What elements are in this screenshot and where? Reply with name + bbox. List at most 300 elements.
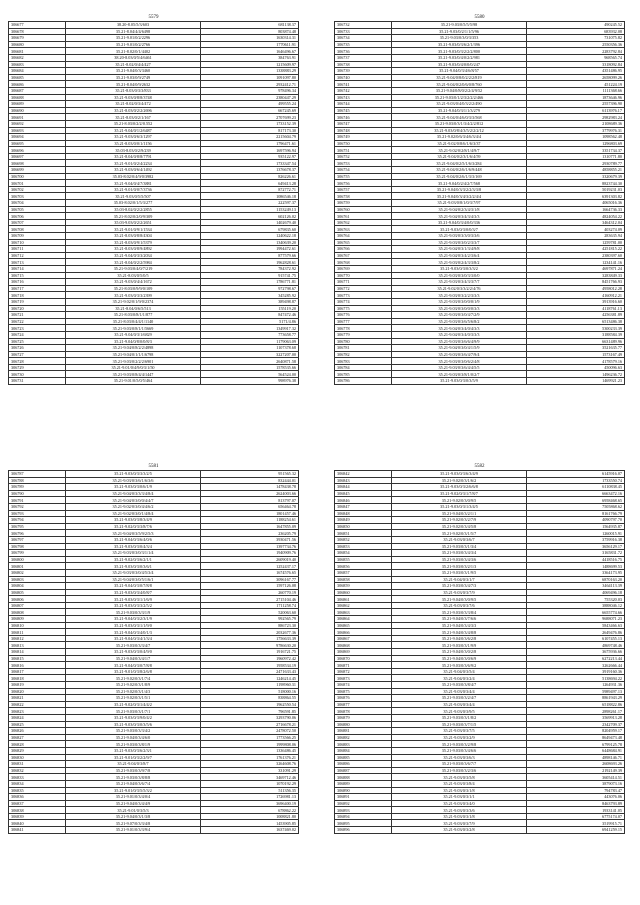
table-row [335, 503, 625, 510]
table-row [9, 655, 299, 662]
table-row [9, 265, 299, 272]
row-id-cell: 306756 [335, 180, 392, 187]
row-id-cell: 306824 [9, 714, 66, 721]
table-row [335, 649, 625, 656]
row-code-cell: 35.21-9.03/0/3/8/8/8 [66, 774, 201, 781]
row-id-cell: 306704 [9, 200, 66, 207]
row-id-cell: 306719 [9, 298, 66, 305]
table-row [9, 35, 299, 42]
table-row [335, 655, 625, 662]
row-id-cell: 306683 [9, 61, 66, 68]
row-id-cell: 306825 [9, 721, 66, 728]
row-id-cell: 306822 [9, 701, 66, 708]
row-code-cell: 35.21-9.01/0/3/5/3 [66, 807, 201, 814]
table-row [335, 576, 625, 583]
row-amount-cell: 681138.37 [201, 22, 299, 29]
table-row [335, 642, 625, 649]
row-amount-cell: 490245.52 [527, 22, 625, 29]
table-row [9, 701, 299, 708]
table-row [335, 358, 625, 365]
table-row [9, 345, 299, 352]
row-id-cell: 306733 [335, 28, 392, 35]
table-row [335, 101, 625, 108]
table-row [9, 622, 299, 629]
row-code-cell: 35.21-9.02/0/3/1/6/2 [392, 477, 527, 484]
panel-title: 5582 [474, 464, 485, 469]
row-id-cell: 306796 [9, 530, 66, 537]
row-id-cell: 306852 [335, 536, 392, 543]
row-id-cell: 306787 [9, 471, 66, 478]
row-id-cell: 306736 [335, 48, 392, 55]
table-row [335, 173, 625, 180]
row-code-cell: 35.21-9.03/0/3/3/6 [392, 807, 527, 814]
row-id-cell: 306860 [335, 589, 392, 596]
row-amount-cell: 1573167.49 [527, 351, 625, 358]
table-row [335, 186, 625, 193]
row-amount-cell: 4858855.21 [527, 167, 625, 174]
row-amount-cell: 9786630.20 [201, 642, 299, 649]
table-row [335, 530, 625, 537]
row-id-cell: 306896 [335, 827, 392, 834]
row-id-cell: 306877 [335, 701, 392, 708]
row-amount-cell: 6110838.45 [527, 484, 625, 491]
row-code-cell: 35.21-9.03/0/3/6/6/4/9/9 [392, 338, 527, 345]
row-code-cell: 35.21-9.03/0/4/4/1672 [66, 279, 201, 286]
table-row [335, 371, 625, 378]
row-id-cell: 306744 [335, 101, 392, 108]
row-id-cell: 306679 [9, 35, 66, 42]
row-code-cell: 35.21-8.03/0/8/9/4892 [66, 246, 201, 253]
table-row [9, 259, 299, 266]
table-row [9, 682, 299, 689]
table-row [9, 609, 299, 616]
table-row [9, 167, 299, 174]
row-id-cell: 306823 [9, 708, 66, 715]
row-code-cell: 35.21-9.04/0/3/6/7/4 [66, 780, 201, 787]
row-code-cell: 35.21-9.03/0/1/2/3/2/2/2/466 [392, 94, 527, 101]
row-amount-cell: 5989497.13 [527, 688, 625, 695]
row-id-cell: 306803 [9, 576, 66, 583]
table-row [335, 160, 625, 167]
row-id-cell: 306759 [335, 200, 392, 207]
table-row [335, 609, 625, 616]
table-row [335, 153, 625, 160]
row-id-cell: 306857 [335, 569, 392, 576]
row-amount-cell: 511356.35 [201, 787, 299, 794]
row-id-cell: 306848 [335, 510, 392, 517]
row-amount-cell: 683932.08 [527, 28, 625, 35]
row-amount-cell: 838864.55 [201, 695, 299, 702]
row-amount-cell: 2982983.24 [527, 114, 625, 121]
row-amount-cell: 3464113.39 [527, 583, 625, 590]
table-row [335, 331, 625, 338]
row-code-cell: 35.21-9.03/0/3/7/6 [392, 602, 527, 609]
row-code-cell: 35.21-9.02/0/3/1/5/7 [392, 530, 527, 537]
row-amount-cell: 3519915.71 [527, 820, 625, 827]
row-amount-cell: 3919160.36 [527, 668, 625, 675]
row-code-cell: 35.21-9.03/0/4/0/0/0/247 [392, 61, 527, 68]
row-amount-cell: 3351734.37 [527, 147, 625, 154]
row-id-cell: 306757 [335, 186, 392, 193]
row-code-cell: 35.21-9.02/0/3/1/4/4/2 [66, 701, 201, 708]
row-amount-cell: 649413.28 [201, 180, 299, 187]
row-code-cell: 35.21-9.03/0/8/4/3/5/2/2/2/12 [392, 127, 527, 134]
row-id-cell: 306696 [9, 147, 66, 154]
row-amount-cell: 1958534.19 [201, 662, 299, 669]
table-row [9, 87, 299, 94]
row-amount-cell: 3227207.00 [201, 351, 299, 358]
row-code-cell: 35.21-9.04/0/2/6/1/6/9/448 [392, 167, 527, 174]
row-amount-cell: 1770611.91 [201, 41, 299, 48]
row-amount-cell: 784372.92 [201, 265, 299, 272]
table-row [9, 497, 299, 504]
row-amount-cell: 978496.34 [201, 87, 299, 94]
row-amount-cell: 6107455.13 [527, 635, 625, 642]
row-amount-cell: 1726981.13 [201, 794, 299, 801]
table-row [335, 589, 625, 596]
row-code-cell: 35.21-9.03/0/3/9/7/8 [66, 767, 201, 774]
row-amount-cell: 2550356.36 [527, 41, 625, 48]
table-row [335, 345, 625, 352]
row-id-cell: 306770 [335, 272, 392, 279]
table-row [335, 81, 625, 88]
row-id-cell: 306758 [335, 193, 392, 200]
table-row [9, 484, 299, 491]
row-id-cell: 306690 [9, 107, 66, 114]
row-amount-cell: 1252437.17 [201, 563, 299, 570]
table-row [9, 378, 299, 385]
row-code-cell: 35.21-9.01/0/5/0/5/464 [66, 378, 201, 385]
row-code-cell: 35.21-9.02/0/3/1/7/4 [66, 675, 201, 682]
table-row [335, 780, 625, 787]
row-code-cell: 35.21-9.03/0/5/5/5/98 [392, 22, 527, 29]
table-row [9, 147, 299, 154]
row-code-cell: 35.21-9.04/0/3/4/6/8/57 [392, 68, 527, 75]
table-row [335, 490, 625, 497]
row-id-cell: 306789 [9, 484, 66, 491]
row-amount-cell: 1674576.65 [201, 569, 299, 576]
row-amount-cell: 1933141.05 [527, 807, 625, 814]
row-code-cell: 35.21-9.03/0/3/5/8 [392, 774, 527, 781]
row-amount-cell: 3320679.39 [527, 173, 625, 180]
table-row [9, 589, 299, 596]
row-code-cell: 35.21-9.04/0/3/4/4/9 [66, 800, 201, 807]
table-row [9, 767, 299, 774]
table-row [335, 813, 625, 820]
table-row [335, 708, 625, 715]
row-amount-cell: 968565.74 [527, 54, 625, 61]
row-amount-cell: 1091097.80 [201, 74, 299, 81]
row-id-cell: 306867 [335, 635, 392, 642]
row-code-cell: 35.21-9.04/0/3/0/2/8 [392, 649, 527, 656]
row-code-cell: 35.21-9.02/0/3/2/7/9 [392, 517, 527, 524]
row-id-cell: 306858 [335, 576, 392, 583]
row-code-cell: 35.21-9.04/0/2/3/1/6/4/59 [392, 153, 527, 160]
row-amount-cell: 679835.60 [201, 226, 299, 233]
row-amount-cell: 389498.87 [201, 298, 299, 305]
table-row [335, 305, 625, 312]
table-row [9, 41, 299, 48]
row-amount-cell: 1786771.81 [201, 279, 299, 286]
table-row [9, 616, 299, 623]
row-id-cell: 306709 [9, 233, 66, 240]
table-row [9, 68, 299, 75]
table-row [335, 28, 625, 35]
row-code-cell: 35.21-9.03/0/3/6/9/2 [392, 662, 527, 669]
table-row [335, 477, 625, 484]
table-panel-5579 [8, 14, 299, 385]
row-amount-cell: 1796471.61 [201, 140, 299, 147]
row-id-cell: 306846 [335, 497, 392, 504]
table-row [9, 233, 299, 240]
row-amount-cell: 2471633.43 [201, 668, 299, 675]
row-amount-cell: 3318092.84 [527, 61, 625, 68]
table-row [335, 497, 625, 504]
row-id-cell: 306840 [9, 820, 66, 827]
row-amount-cell: 4065016.36 [527, 200, 625, 207]
row-code-cell: 35.21-9.03/0/3/2/1/3 [392, 563, 527, 570]
row-code-cell: 35.21-9.04/0/3/0/0/4/4/7 [66, 497, 201, 504]
row-code-cell: 35.21-9.01/0/3/5/5/3/2 [66, 787, 201, 794]
row-id-cell: 306780 [335, 338, 392, 345]
row-id-cell: 306843 [335, 477, 392, 484]
row-amount-cell: 4090797.70 [527, 517, 625, 524]
table-row [335, 471, 625, 478]
table-row [9, 662, 299, 669]
row-amount-cell: 915741.75 [201, 272, 299, 279]
table-row [9, 371, 299, 378]
row-id-cell: 306702 [9, 186, 66, 193]
table-row [335, 193, 625, 200]
row-code-cell: 35.21-9.04/0/2/3/4/3/1/8 [392, 206, 527, 213]
row-id-cell: 306829 [9, 747, 66, 754]
row-code-cell: 35.21-8.03/0/4/4/1/1140 [66, 318, 201, 325]
table-row [335, 682, 625, 689]
row-amount-cell: 1597126.08 [201, 583, 299, 590]
row-amount-cell: 2624003.66 [201, 490, 299, 497]
row-amount-cell: 9688071.23 [527, 616, 625, 623]
row-id-cell: 306794 [9, 517, 66, 524]
row-id-cell: 306701 [9, 180, 66, 187]
table-row [9, 318, 299, 325]
row-amount-cell: 1340639.20 [201, 239, 299, 246]
row-id-cell: 306849 [335, 517, 392, 524]
row-id-cell: 306870 [335, 655, 392, 662]
table-row [335, 596, 625, 603]
row-code-cell: 35.21-9.04/0/1/1/1/6798 [66, 351, 201, 358]
row-id-cell: 306772 [335, 285, 392, 292]
row-code-cell: 35.21-9.03/0/3/4/4 [392, 701, 527, 708]
row-amount-cell: 3696400.19 [201, 800, 299, 807]
row-code-cell: 35.21-9.04/0/3/3460 [66, 68, 201, 75]
row-id-cell: 306814 [9, 649, 66, 656]
table-row [9, 186, 299, 193]
row-code-cell: 35.21-9.03/0/3/0/3/6/1 [66, 563, 201, 570]
row-id-cell: 306874 [335, 682, 392, 689]
table-row [9, 827, 299, 834]
row-id-cell: 306786 [335, 378, 392, 385]
row-code-cell: 35.21-9.04/0/3/4/0/3/3/3 [392, 331, 527, 338]
panel-title: 5580 [474, 15, 485, 20]
row-amount-cell: 1664736.33 [527, 206, 625, 213]
table-row [335, 364, 625, 371]
row-amount-cell: 6391303.82 [527, 193, 625, 200]
row-code-cell: 35.21-9.03/0/3/1/1 [392, 794, 527, 801]
row-code-cell: 35.21-9.03/0/3/7/5 [392, 728, 527, 735]
table-row [335, 668, 625, 675]
row-amount-cell: 5171/4.86 [201, 318, 299, 325]
row-code-cell: 35.21-9.04/0/3/4/3/3 [392, 622, 527, 629]
row-amount-cell: 6663472.16 [527, 490, 625, 497]
row-code-cell: 35.21-9.03/0/3/6/3 [392, 754, 527, 761]
row-amount-cell: 222597.37 [201, 200, 299, 207]
row-code-cell: 35.21-9.04/0/3/6/2/8 [392, 635, 527, 642]
row-id-cell: 306882 [335, 734, 392, 741]
table-row [335, 107, 625, 114]
table-row [9, 193, 299, 200]
row-amount-cell: 1349917.32 [201, 325, 299, 332]
row-code-cell: 35.21-9.03/0/4/0/7/219 [66, 265, 201, 272]
row-code-cell: 35.21-9.04/0/4/7/3881 [66, 180, 201, 187]
table-row [9, 583, 299, 590]
row-code-cell: 35.21-8.02/0/1/4402 [66, 48, 201, 55]
row-amount-cell: 3656129.17 [527, 543, 625, 550]
row-id-cell: 306735 [335, 41, 392, 48]
row-id-cell: 306703 [9, 193, 66, 200]
table-row [335, 298, 625, 305]
row-id-cell: 306812 [9, 635, 66, 642]
row-code-cell: 35.21-9.03/0/3/1/9/9 [392, 642, 527, 649]
row-code-cell: 35.21-9.02/0/3/1/7/8/7 [392, 490, 527, 497]
table-row [9, 206, 299, 213]
row-code-cell: 35.21-9.03/0/3/7/1/5 [392, 721, 527, 728]
row-id-cell: 306868 [335, 642, 392, 649]
row-code-cell: 35.21-9.04/0/2/6/1/3/3/169 [392, 173, 527, 180]
row-code-cell: 35.03-8.02/0/1/5/3/277 [66, 200, 201, 207]
row-code-cell: 35.21-8.03/0/9/1/5379 [66, 239, 201, 246]
row-amount-cell: 773658.77 [201, 331, 299, 338]
row-code-cell: 35.21-9.03/0/3/3/4/7 [66, 642, 201, 649]
row-amount-cell: 667245.69 [201, 107, 299, 114]
row-amount-cell: 6941259.15 [527, 827, 625, 834]
row-code-cell: 35.21-9.03/0/3/8/4 [392, 780, 527, 787]
row-amount-cell: 155119.20 [201, 305, 299, 312]
row-code-cell: 35.21-9.01/0/9/1/1534 [66, 226, 201, 233]
row-id-cell: 306878 [335, 708, 392, 715]
row-id-cell: 306684 [9, 68, 66, 75]
row-id-cell: 306734 [335, 35, 392, 42]
table-row [9, 800, 299, 807]
row-amount-cell: 1469921.23 [527, 378, 625, 385]
row-amount-cell: 2707699.23 [201, 114, 299, 121]
row-amount-cell: 2608693.26 [527, 761, 625, 768]
row-id-cell: 306781 [335, 345, 392, 352]
table-row [335, 246, 625, 253]
table-row [335, 233, 625, 240]
row-amount-cell: 8823744.30 [527, 180, 625, 187]
row-id-cell: 306714 [9, 265, 66, 272]
row-amount-cell: 731075.82 [527, 35, 625, 42]
row-id-cell: 306831 [9, 761, 66, 768]
row-id-cell: 306807 [9, 602, 66, 609]
table-row [9, 54, 299, 61]
row-code-cell: 35.21-9.03/0/3/3/2399 [66, 292, 201, 299]
row-id-cell: 306802 [9, 569, 66, 576]
row-amount-cell: 1264931.36 [527, 682, 625, 689]
table-row [9, 471, 299, 478]
row-code-cell: 35.21-9.04/0/3/2/1/1 [392, 510, 527, 517]
row-amount-cell: 1960972.42 [201, 655, 299, 662]
row-id-cell: 306826 [9, 728, 66, 735]
row-code-cell: 35.21-9.03/0/3/1/8 [392, 787, 527, 794]
table-row [9, 576, 299, 583]
row-code-cell: 35.21-9.04/0/3/1/3/4/9/8 [392, 246, 527, 253]
row-id-cell: 306856 [335, 563, 392, 570]
table-row [9, 813, 299, 820]
row-amount-cell: 2283792.84 [527, 48, 625, 55]
row-id-cell: 306730 [9, 371, 66, 378]
row-code-cell: 35.21-9.01/0/2/2296 [66, 35, 201, 42]
row-id-cell: 306879 [335, 714, 392, 721]
row-amount-cell: 4251815.22 [527, 246, 625, 253]
row-code-cell: 35.03-8.03/0/2/9/239 [66, 147, 201, 154]
row-amount-cell: 6145916.07 [527, 471, 625, 478]
row-amount-cell: 2640871.58 [201, 358, 299, 365]
row-code-cell: 35.21-9.03/0/3/2/8 [392, 827, 527, 834]
table-row [9, 279, 299, 286]
row-id-cell: 306711 [9, 246, 66, 253]
table-row [9, 642, 299, 649]
row-amount-cell: 518000.16 [201, 688, 299, 695]
row-code-cell: 35.21-9.03/0/8/4/4/1447 [66, 371, 201, 378]
row-amount-cell: 6655774.66 [527, 609, 625, 616]
row-code-cell: 35.21-9.03/0/3/6/1/6/3/6 [66, 477, 201, 484]
row-amount-cell: 450096.63 [527, 364, 625, 371]
row-id-cell: 306888 [335, 774, 392, 781]
row-id-cell: 306731 [9, 378, 66, 385]
row-amount-cell: 8451766.93 [527, 279, 625, 286]
row-code-cell: 35.21-9.03/0/3/7/9 [392, 589, 527, 596]
table-row [9, 728, 299, 735]
row-id-cell: 306708 [9, 226, 66, 233]
row-id-cell: 306697 [9, 153, 66, 160]
row-amount-cell: 6870163.20 [527, 576, 625, 583]
row-amount-cell: 1402679.40 [201, 219, 299, 226]
table-row [9, 543, 299, 550]
row-amount-cell: 6272213.44 [527, 655, 625, 662]
row-id-cell: 306816 [9, 662, 66, 669]
table-row [9, 358, 299, 365]
row-code-cell: 35.21-9.03/0/3/1/1/9/0 [66, 622, 201, 629]
row-code-cell: 35.21-8.04/0/9/2632 [66, 81, 201, 88]
table-row [335, 120, 625, 127]
table-row [335, 827, 625, 834]
row-amount-cell: 755320.03 [527, 596, 625, 603]
table-row [9, 200, 299, 207]
row-id-cell: 306813 [9, 642, 66, 649]
row-amount-cell: 7505868.62 [527, 503, 625, 510]
row-amount-cell: 499555.24 [201, 101, 299, 108]
row-id-cell: 306853 [335, 543, 392, 550]
table-row [9, 219, 299, 226]
table-row [9, 550, 299, 557]
table-row [9, 61, 299, 68]
row-code-cell: 35.21-9.04/0/3/1/3/8 [66, 813, 201, 820]
row-code-cell: 35.21-8.03/0/5/0/5 [66, 272, 201, 279]
row-code-cell: 35.21-9.03/0/3/0/6/1/9 [66, 484, 201, 491]
row-code-cell: 35.21-9.03/0/3/0/4/7/2/9 [392, 312, 527, 319]
table-row [335, 252, 625, 259]
